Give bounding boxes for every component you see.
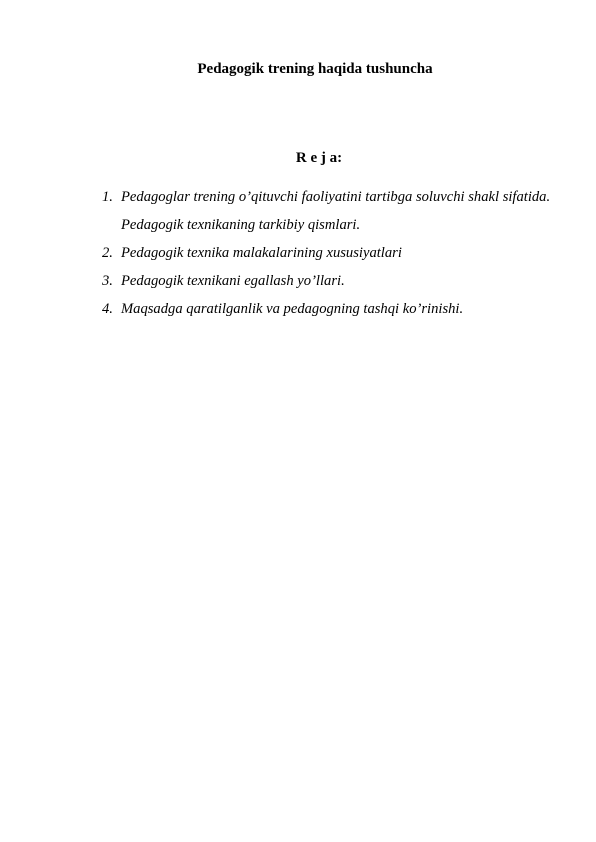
plan-item-number: 3. bbox=[102, 273, 113, 289]
plan-item-text: Pedagogik texnika malakalarining xususiyatlari bbox=[121, 245, 402, 261]
plan-item-number: 4. bbox=[102, 301, 113, 317]
plan-heading: R e j a: bbox=[295, 150, 343, 166]
plan-item bbox=[102, 183, 552, 239]
plan-list bbox=[102, 183, 552, 323]
document-title: Pedagogik trening haqida tushuncha bbox=[197, 61, 433, 77]
plan-item-text: Pedagogik texnikani egallash yo’llari. bbox=[121, 273, 345, 289]
plan-item-number: 2. bbox=[102, 245, 113, 261]
plan-item bbox=[102, 239, 552, 267]
plan-item bbox=[102, 267, 552, 295]
plan-item-number: 1. bbox=[102, 189, 113, 205]
plan-item bbox=[102, 295, 552, 323]
plan-item-text: Pedagoglar trening o’qituvchi faoliyatini tartibga soluvchi shakl sifatida. Pedagogik texnikaning tarkibiy qismlari. bbox=[121, 189, 551, 233]
plan-item-text: Maqsadga qaratilganlik va pedagogning tashqi ko’rinishi. bbox=[121, 301, 464, 317]
